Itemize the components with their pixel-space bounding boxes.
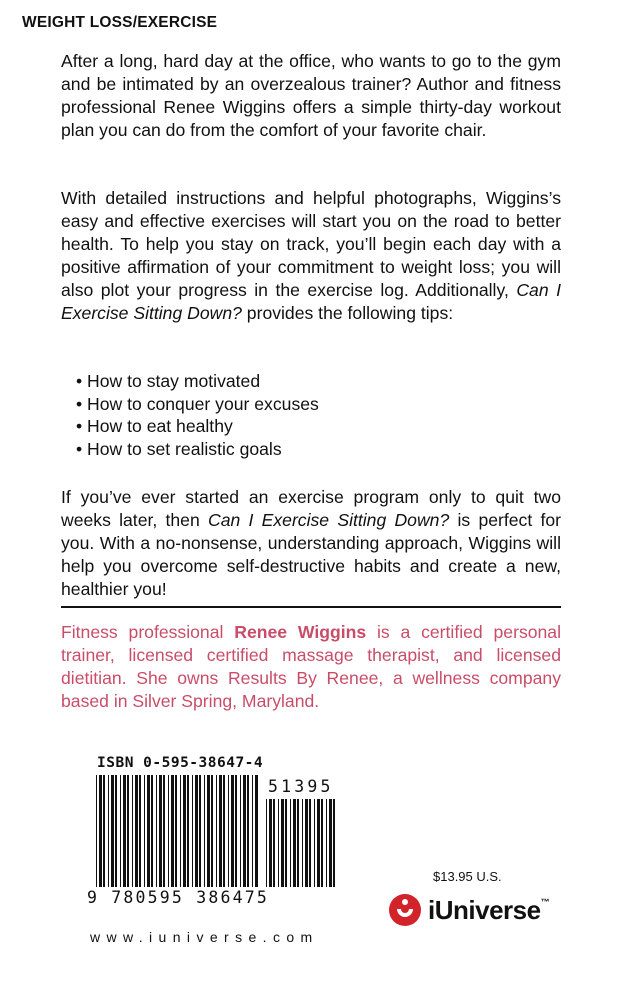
barcode-bar — [228, 775, 229, 887]
author-bio-text-2: is a certified personal trainer, licensed certified massage therapist, and licensed dietitian. She owns Results By Renee, a wellness company based in Silver Spring, Maryland. — [61, 622, 562, 711]
isbn-number: ISBN 0-595-38647-4 — [97, 755, 264, 771]
barcode-bar — [96, 775, 97, 887]
book-title: Can I Exercise Sitting Down? — [61, 280, 561, 323]
barcode-bar — [302, 799, 303, 887]
website-url: www.iuniverse.com — [90, 929, 319, 945]
author-bio — [61, 621, 561, 713]
barcode-bar — [123, 775, 126, 887]
barcode-bar — [281, 799, 284, 887]
barcode-bar — [207, 775, 210, 887]
barcode-bar — [326, 799, 327, 887]
author-bio-text-1: Fitness professional — [61, 622, 235, 642]
barcode-bar — [199, 775, 201, 887]
barcode-bar — [135, 775, 138, 887]
barcode-bar — [180, 775, 181, 887]
barcode-bar — [151, 775, 153, 887]
barcode-bar — [305, 799, 308, 887]
barcode-bar — [159, 775, 162, 887]
barcode-bar — [103, 775, 105, 887]
barcode-bar — [273, 799, 275, 887]
barcode-bar — [278, 799, 279, 887]
barcode-bar — [187, 775, 189, 887]
barcode-bar — [168, 775, 169, 887]
paragraph-closing-text-1: If you’ve ever started an exercise program only to quit two weeks later, then — [61, 487, 561, 530]
barcode-bar — [269, 799, 272, 887]
iuniverse-icon — [388, 893, 424, 927]
barcode-bar — [321, 799, 323, 887]
barcode-bars — [84, 755, 354, 890]
barcode-bar — [192, 775, 193, 887]
barcode-bar — [144, 775, 145, 887]
barcode-bar — [127, 775, 129, 887]
paragraph-closing — [61, 486, 561, 601]
barcode-bar — [183, 775, 186, 887]
barcode-bar — [175, 775, 177, 887]
addon-digits: 51395 — [268, 777, 334, 796]
barcode-bar — [293, 799, 296, 887]
barcode-bar — [333, 799, 335, 887]
publisher-logo — [388, 893, 558, 927]
paragraph-details — [61, 187, 561, 325]
barcode-bar — [108, 775, 109, 887]
barcode-bar — [329, 799, 332, 887]
paragraph-details-text-1: With detailed instructions and helpful photographs, Wiggins’s easy and effective exercises will start you on the road to better health. To help you stay on track, you’ll begin each day with a positive affirmation of your commitment to weight loss; you will also plot your progress in the exercise log. Additionally, — [61, 188, 561, 300]
barcode-bar — [235, 775, 237, 887]
trademark-symbol: ™ — [540, 897, 550, 907]
barcode-bar — [204, 775, 205, 887]
ean-digits: 9 780595 386475 — [87, 888, 270, 907]
author-name: Renee Wiggins — [234, 622, 367, 642]
tips-list — [76, 370, 536, 461]
tip-item: • How to conquer your excuses — [76, 393, 319, 414]
tip-item: • How to eat healthy — [76, 416, 233, 437]
barcode-bar — [266, 799, 267, 887]
barcode-bar — [195, 775, 198, 887]
barcode-bar — [223, 775, 225, 887]
barcode-bar — [147, 775, 150, 887]
barcode-bar — [314, 799, 315, 887]
barcode-bar — [290, 799, 291, 887]
barcode-bar — [219, 775, 222, 887]
publisher-name-text: iUniverse — [428, 895, 541, 925]
barcode-bar — [216, 775, 217, 887]
barcode-bar — [285, 799, 287, 887]
barcode-bar — [231, 775, 234, 887]
paragraph-closing-text-2: is perfect for you. With a no-nonsense, understanding approach, Wiggins will help you overcome self-destructive habits and create a new, healthier you! — [61, 510, 561, 599]
barcode-bar — [252, 775, 253, 887]
paragraph-details-text-2: provides the following tips: — [241, 303, 454, 323]
paragraph-intro: After a long, hard day at the office, who wants to go to the gym and be intimated by an overzealous trainer? Author and fitness professional Renee Wiggins offers a simple thirty-day workout plan you can do from the comfort of your favorite chair. — [61, 51, 561, 140]
barcode-bar — [297, 799, 299, 887]
barcode-bar — [171, 775, 174, 887]
price-label: $13.95 U.S. — [433, 869, 502, 884]
barcode-bar — [120, 775, 121, 887]
barcode-bar — [99, 775, 102, 887]
tip-item: • How to stay motivated — [76, 371, 261, 391]
barcode-bar — [163, 775, 165, 887]
barcode-bar — [247, 775, 249, 887]
barcode-bar — [156, 775, 157, 887]
book-title: Can I Exercise Sitting Down? — [207, 510, 450, 530]
barcode-bar — [309, 799, 311, 887]
publisher-name — [428, 895, 549, 926]
barcode-bar — [132, 775, 133, 887]
barcode — [84, 755, 354, 915]
barcode-bar — [139, 775, 141, 887]
tip-item: • How to set realistic goals — [76, 439, 282, 460]
barcode-bar — [115, 775, 117, 887]
barcode-bar — [240, 775, 241, 887]
barcode-bar — [211, 775, 213, 887]
category-label: WEIGHT LOSS/EXERCISE — [22, 14, 218, 31]
barcode-bar — [317, 799, 320, 887]
divider-line — [61, 606, 561, 608]
barcode-bar — [243, 775, 246, 887]
barcode-bar — [255, 775, 258, 887]
barcode-bar — [111, 775, 114, 887]
